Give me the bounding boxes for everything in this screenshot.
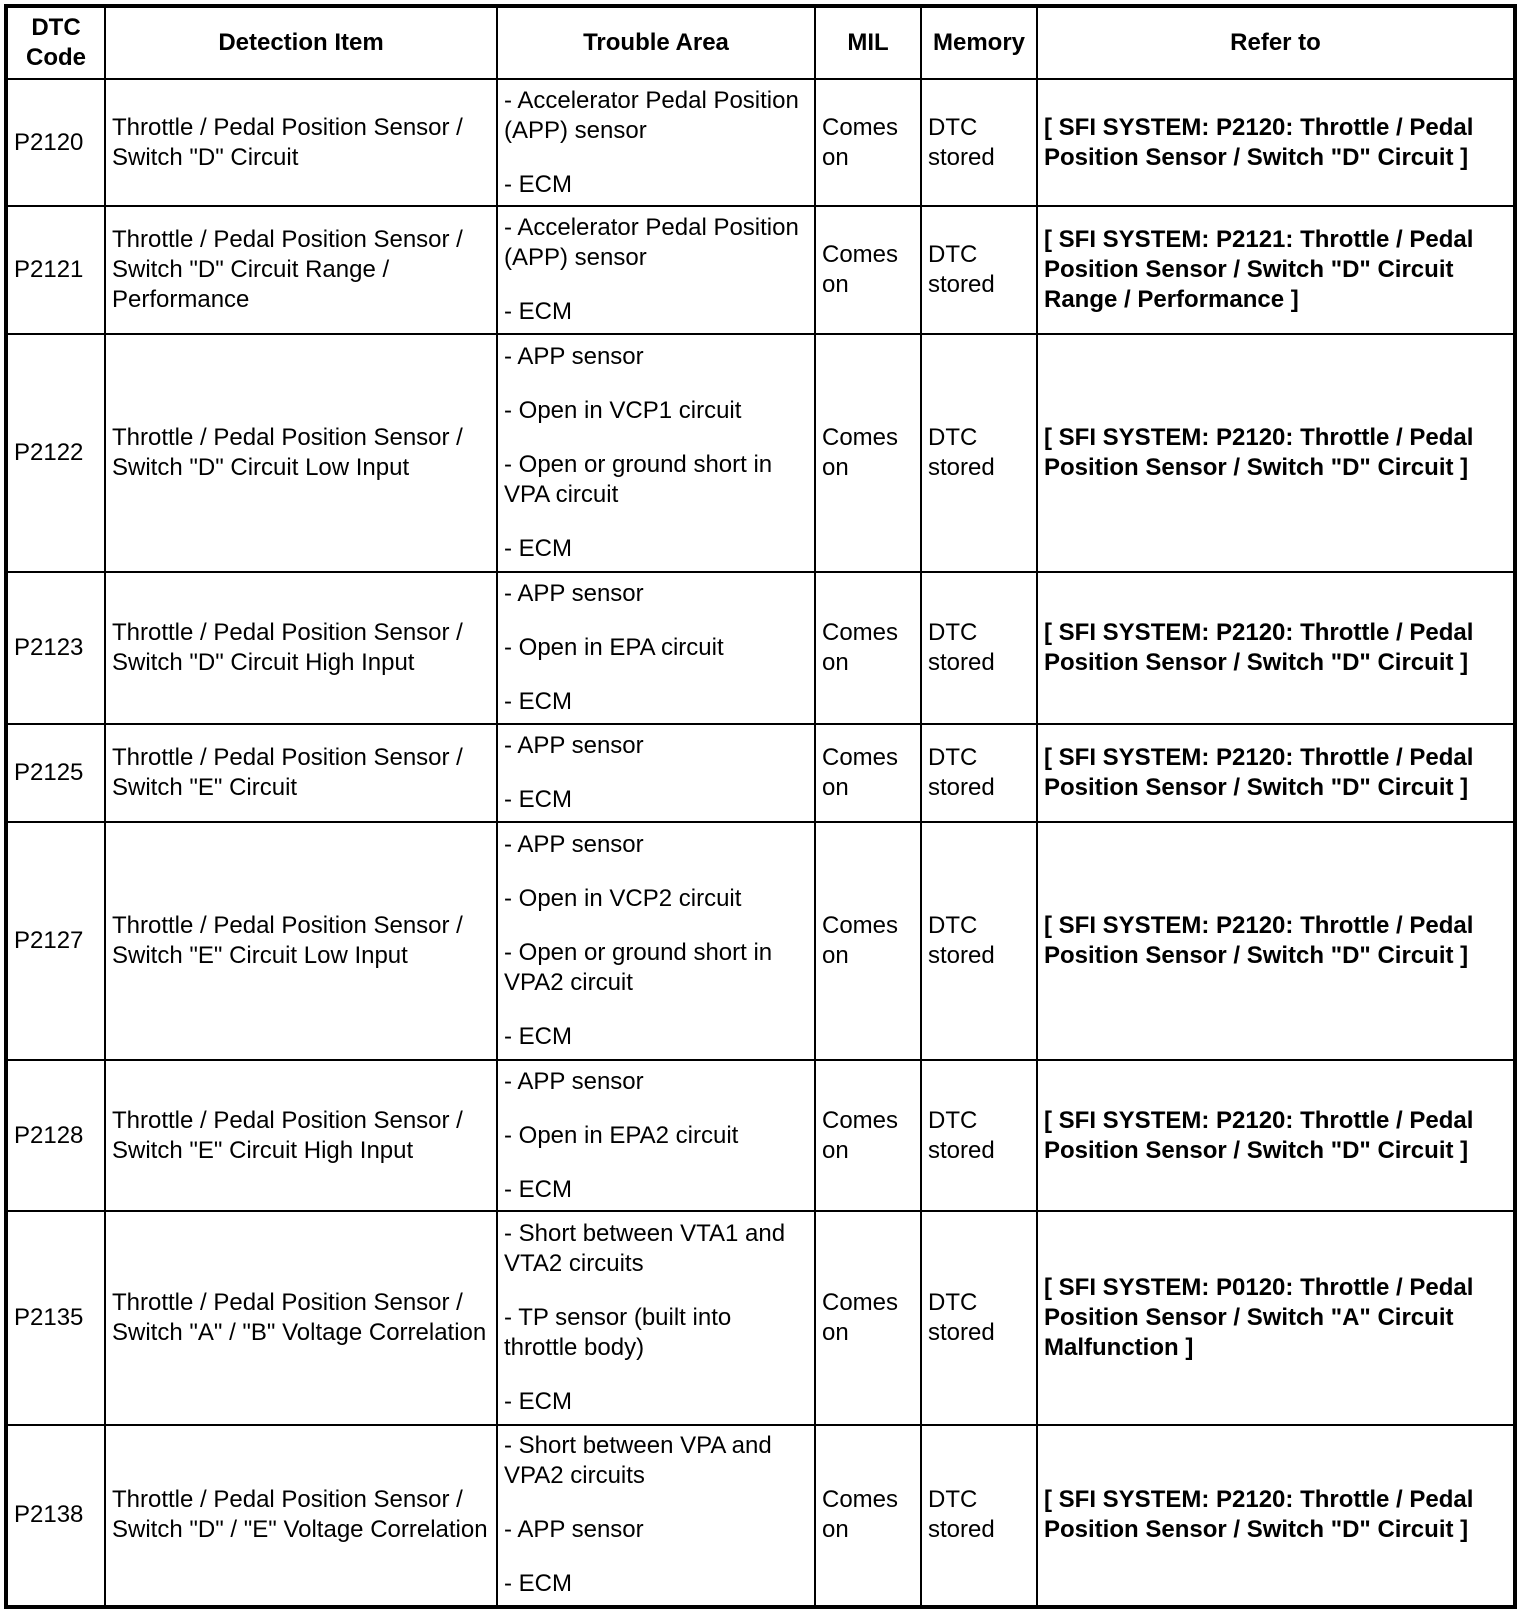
mil-cell: Comes on — [815, 206, 921, 334]
trouble-area-item: - Short between VTA1 and VTA2 circuits — [504, 1219, 786, 1277]
refer-to-cell: [ SFI SYSTEM: P2120: Throttle / Pedal Position Sensor / Switch "D" Circuit ] — [1037, 334, 1515, 572]
trouble-area-cell — [497, 206, 815, 334]
mil-cell: Comes on — [815, 724, 921, 822]
header-mil: MIL — [815, 6, 921, 79]
trouble-area-cell — [497, 724, 815, 822]
dtc-code-cell: P2138 — [6, 1425, 105, 1607]
refer-to-cell: [ SFI SYSTEM: P2120: Throttle / Pedal Position Sensor / Switch "D" Circuit ] — [1037, 1425, 1515, 1607]
trouble-area-item: - Short between VPA and VPA2 circuits — [504, 1432, 772, 1490]
memory-cell: DTC stored — [921, 822, 1037, 1060]
trouble-area-item: - Open in VCP2 circuit — [504, 884, 742, 912]
table-row — [6, 572, 1515, 724]
mil-cell: Comes on — [815, 79, 921, 206]
dtc-code-cell: P2120 — [6, 79, 105, 206]
table-row — [6, 334, 1515, 572]
dtc-table — [4, 4, 1517, 1609]
memory-cell: DTC stored — [921, 572, 1037, 724]
detection-item-cell: Throttle / Pedal Position Sensor / Switch "D" / "E" Voltage Correlation — [105, 1425, 497, 1607]
header-trouble-area: Trouble Area — [497, 6, 815, 79]
detection-item-cell: Throttle / Pedal Position Sensor / Switch "D" Circuit Low Input — [105, 334, 497, 572]
header-dtc-code-line1: DTC — [31, 14, 81, 41]
detection-item-cell: Throttle / Pedal Position Sensor / Switch "E" Circuit High Input — [105, 1060, 497, 1212]
trouble-area-item: - ECM — [504, 170, 572, 198]
dtc-code-cell: P2125 — [6, 724, 105, 822]
trouble-area-item: - Accelerator Pedal Position (APP) sensor — [504, 214, 799, 272]
header-dtc-code — [6, 6, 105, 79]
trouble-area-cell — [497, 822, 815, 1060]
table-body — [6, 79, 1515, 1607]
mil-cell: Comes on — [815, 334, 921, 572]
table-row — [6, 79, 1515, 206]
trouble-area-item: - ECM — [504, 1175, 572, 1203]
detection-item-cell: Throttle / Pedal Position Sensor / Switch "D" Circuit — [105, 79, 497, 206]
trouble-area-item: - Open in VCP1 circuit — [504, 397, 742, 425]
trouble-area-item: - ECM — [504, 785, 572, 813]
dtc-table-container — [4, 4, 1513, 1609]
trouble-area-item: - ECM — [504, 298, 572, 326]
trouble-area-cell — [497, 1425, 815, 1607]
trouble-area-item: - APP sensor — [504, 579, 644, 607]
trouble-area-item: - ECM — [504, 687, 572, 715]
mil-cell: Comes on — [815, 1060, 921, 1212]
dtc-code-cell: P2123 — [6, 572, 105, 724]
memory-cell: DTC stored — [921, 1425, 1037, 1607]
trouble-area-item: - Accelerator Pedal Position (APP) sensor — [504, 86, 799, 144]
refer-to-cell: [ SFI SYSTEM: P0120: Throttle / Pedal Position Sensor / Switch "A" Circuit Malfunction ] — [1037, 1211, 1515, 1424]
table-row — [6, 1211, 1515, 1424]
refer-to-cell: [ SFI SYSTEM: P2120: Throttle / Pedal Position Sensor / Switch "D" Circuit ] — [1037, 572, 1515, 724]
memory-cell: DTC stored — [921, 724, 1037, 822]
table-row — [6, 1060, 1515, 1212]
refer-to-cell: [ SFI SYSTEM: P2120: Throttle / Pedal Position Sensor / Switch "D" Circuit ] — [1037, 822, 1515, 1060]
trouble-area-item: - APP sensor — [504, 343, 644, 371]
table-row — [6, 1425, 1515, 1607]
dtc-code-cell: P2135 — [6, 1211, 105, 1424]
trouble-area-cell — [497, 572, 815, 724]
detection-item-cell: Throttle / Pedal Position Sensor / Switch "E" Circuit — [105, 724, 497, 822]
header-dtc-code-line2: Code — [26, 44, 86, 71]
trouble-area-item: - Open in EPA2 circuit — [504, 1121, 739, 1149]
detection-item-cell: Throttle / Pedal Position Sensor / Switch "D" Circuit Range / Performance — [105, 206, 497, 334]
mil-cell: Comes on — [815, 822, 921, 1060]
trouble-area-item: - Open or ground short in VPA2 circuit — [504, 938, 773, 996]
table-header-row — [6, 6, 1515, 79]
trouble-area-item: - TP sensor (built into throttle body) — [504, 1303, 732, 1361]
memory-cell: DTC stored — [921, 79, 1037, 206]
trouble-area-item: - APP sensor — [504, 1067, 644, 1095]
refer-to-cell: [ SFI SYSTEM: P2120: Throttle / Pedal Position Sensor / Switch "D" Circuit ] — [1037, 79, 1515, 206]
mil-cell: Comes on — [815, 1425, 921, 1607]
trouble-area-cell — [497, 1060, 815, 1212]
trouble-area-item: - ECM — [504, 1022, 572, 1050]
trouble-area-cell — [497, 1211, 815, 1424]
memory-cell: DTC stored — [921, 1211, 1037, 1424]
detection-item-cell: Throttle / Pedal Position Sensor / Switch "E" Circuit Low Input — [105, 822, 497, 1060]
refer-to-cell: [ SFI SYSTEM: P2120: Throttle / Pedal Position Sensor / Switch "D" Circuit ] — [1037, 1060, 1515, 1212]
table-row — [6, 822, 1515, 1060]
trouble-area-item: - Open in EPA circuit — [504, 633, 724, 661]
mil-cell: Comes on — [815, 1211, 921, 1424]
trouble-area-item: - ECM — [504, 535, 572, 563]
trouble-area-item: - Open or ground short in VPA circuit — [504, 451, 773, 509]
memory-cell: DTC stored — [921, 334, 1037, 572]
trouble-area-cell — [497, 79, 815, 206]
trouble-area-item: - APP sensor — [504, 731, 644, 759]
detection-item-cell: Throttle / Pedal Position Sensor / Switch "A" / "B" Voltage Correlation — [105, 1211, 497, 1424]
refer-to-cell: [ SFI SYSTEM: P2121: Throttle / Pedal Position Sensor / Switch "D" Circuit Range / Performance ] — [1037, 206, 1515, 334]
mil-cell: Comes on — [815, 572, 921, 724]
table-row — [6, 206, 1515, 334]
trouble-area-item: - APP sensor — [504, 830, 644, 858]
dtc-code-cell: P2128 — [6, 1060, 105, 1212]
header-refer-to: Refer to — [1037, 6, 1515, 79]
trouble-area-item: - APP sensor — [504, 1516, 644, 1544]
header-detection-item: Detection Item — [105, 6, 497, 79]
memory-cell: DTC stored — [921, 1060, 1037, 1212]
trouble-area-item: - ECM — [504, 1570, 572, 1598]
dtc-code-cell: P2127 — [6, 822, 105, 1060]
trouble-area-cell — [497, 334, 815, 572]
refer-to-cell: [ SFI SYSTEM: P2120: Throttle / Pedal Position Sensor / Switch "D" Circuit ] — [1037, 724, 1515, 822]
dtc-code-cell: P2121 — [6, 206, 105, 334]
header-memory: Memory — [921, 6, 1037, 79]
dtc-code-cell: P2122 — [6, 334, 105, 572]
detection-item-cell: Throttle / Pedal Position Sensor / Switch "D" Circuit High Input — [105, 572, 497, 724]
table-row — [6, 724, 1515, 822]
trouble-area-item: - ECM — [504, 1387, 572, 1415]
memory-cell: DTC stored — [921, 206, 1037, 334]
